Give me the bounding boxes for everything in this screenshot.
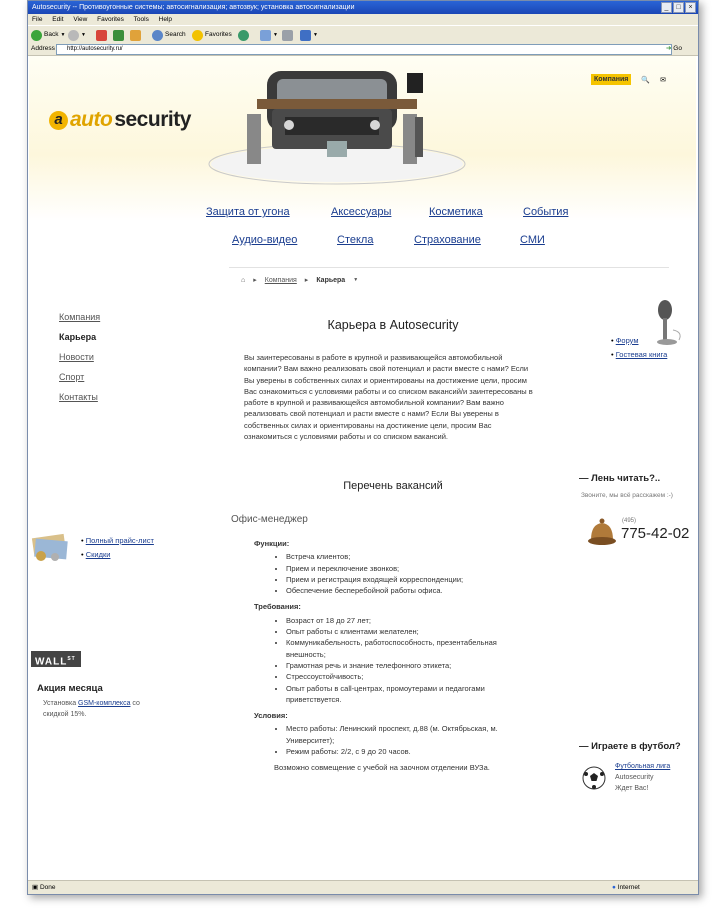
logo-auto-text: auto [70,108,113,131]
left-menu-company[interactable]: Компания [59,312,101,322]
wallst-text: WALL [35,656,68,668]
menu-tools[interactable]: Tools [133,16,149,23]
list-item: • Место работы: Ленинский проспект, д.88 (м. Октябрьская, м. Университет); [286,723,534,746]
football-league-link[interactable]: Футбольная лига [615,763,671,770]
divider [229,267,669,268]
search-icon [152,30,163,41]
requirements-list [254,615,534,705]
mail-button[interactable] [260,29,278,41]
wallst-banner[interactable] [31,651,81,667]
home-button[interactable] [130,29,141,41]
phone-number: 775-42-02 [621,525,690,542]
chevron-down-icon: ▼ [60,32,66,38]
money-image [31,530,69,564]
star-icon [192,30,203,41]
nav-cosmetics[interactable]: Косметика [429,206,483,218]
status-bar [28,880,698,894]
list-item: • Встреча клиентов; [286,551,534,562]
job-title: Офис-менеджер [231,514,308,525]
menu-bar [28,14,698,25]
nav-insurance[interactable]: Страхование [414,234,481,246]
refresh-icon [113,30,124,41]
stop-button[interactable] [96,29,107,41]
print-icon [282,30,293,41]
list-item: • Грамотная речь и знание телефонного этикета; [286,660,534,671]
list-item: • Гостевая книга [611,350,668,359]
logo-security-text: security [114,108,191,131]
top-right-bar [591,74,666,85]
wallst-sup: ST [67,656,76,662]
left-menu-news[interactable]: Новости [59,352,94,362]
lazy-read-subtitle: Звоните, мы всё расскажем :-) [581,492,673,499]
zone-text: Internet [617,884,640,891]
chevron-down-icon: ▼ [313,32,318,38]
nav-events[interactable]: События [523,206,569,218]
conditions-label: Условия: [254,711,288,721]
promo-text [43,699,163,720]
football-line-2: Autosecurity [615,774,654,781]
favorites-button[interactable] [192,29,232,41]
back-label: Back [44,31,59,38]
maximize-button[interactable]: □ [673,2,684,13]
window-controls [661,2,696,13]
menu-favorites[interactable]: Favorites [97,16,124,23]
go-label: Go [673,45,682,52]
left-menu-career[interactable]: Карьера [59,332,97,342]
forward-arrow-icon [68,30,79,41]
stop-icon [96,30,107,41]
breadcrumb [241,276,358,284]
site-logo[interactable] [49,108,191,132]
list-item: • Опыт работы с клиентами желателен; [286,626,534,637]
list-item: • Прием и регистрация входящей корреспонденции; [286,574,534,585]
globe-icon: ● [612,884,616,891]
functions-list [254,551,534,596]
nav-audio-video[interactable]: Аудио-видео [232,234,298,246]
intro-text: Вы заинтересованы в работе в крупной и развивающейся автомобильной компании? Вам важно реализовать свой потенциал и расти вместе с нами? Если Вы уверены в собственных силах и ориентированы на достижение цели, просим Вас ознакомиться с условиями работы и со списком вакансий/и заинтересованы в работе в крупной и развивающейся автомобильной компании? Вам важно реализовать свой потенциал и расти вместе с нами? Если Вы уверены в собственных силах и ориентированы на достижение цели, просим Вас ознакомиться с условиями работы и со списком вакансий. [244,353,533,442]
hero-car-desk-image [207,59,467,189]
refresh-button[interactable] [113,29,124,41]
phone-code: (495) [622,518,637,524]
minimize-button[interactable]: _ [661,2,672,13]
forum-link[interactable]: Форум [615,336,639,345]
close-button[interactable]: × [685,2,696,13]
page-icon: ▣ [32,884,39,891]
chevron-right-icon: ▸ [253,277,257,284]
nav-accessories[interactable]: Аксессуары [331,206,392,218]
promo-post: со скидкой 15%. [43,700,140,718]
print-button[interactable] [282,29,293,41]
home-icon [130,30,141,41]
list-item: • Прием и переключение звонков; [286,563,534,574]
list-item: • Обеспечение бесперебойной работы офиса. [286,585,534,596]
menu-help[interactable]: Help [158,16,173,23]
conditions-list [254,723,534,757]
list-item: • Режим работы: 2/2, с 9 до 20 часов. [286,746,534,757]
go-button[interactable] [666,43,682,55]
nav-media[interactable]: СМИ [520,234,545,246]
history-button[interactable] [238,29,249,41]
address-url: http://autosecurity.ru/ [67,46,123,52]
window-title: Autosecurity -- Противоугонные системы; автосигнализация; автозвук; установка автосигнализации [32,4,355,11]
nav-glass[interactable]: Стекла [337,234,374,246]
list-item: • Коммуникабельность, работоспособность, презентабельная внешность; [286,637,534,660]
lazy-read-title: — Лень читать?.. [579,473,661,484]
nav-theft-protection[interactable]: Защита от угона [206,206,290,218]
football-icon [582,766,606,790]
list-item: • Полный прайс-лист [81,536,154,545]
study-note: Возможно совмещение с учебой на заочном отделении ВУЗа. [274,763,490,773]
toolbar [28,25,698,45]
menu-file[interactable]: File [32,16,43,23]
chevron-down-icon: ▼ [273,32,278,38]
logo-mark: a [49,111,68,130]
guestbook-link[interactable]: Гостевая книга [615,350,668,359]
football-line-3: Ждет Вас! [615,785,649,792]
left-menu [59,312,100,412]
back-arrow-icon [31,30,42,41]
promo-pre: Установка [43,700,79,707]
promo-title: Акция месяца [37,683,103,694]
price-list-link[interactable]: Полный прайс-лист [85,536,154,545]
vacancy-list-title: Перечень вакансий [343,480,443,492]
go-arrow-icon: ➔ [666,45,672,52]
left-menu-sport[interactable]: Спорт [59,372,85,382]
edit-icon [300,30,311,41]
search-button[interactable] [152,29,186,41]
right-links [611,336,667,364]
menu-edit[interactable]: Edit [52,16,64,23]
title-bar [28,1,698,14]
job-details [254,534,534,774]
menu-view[interactable]: View [73,16,88,23]
list-item: • Форум [611,336,639,345]
list-item: • Опыт работы в call-центрах, промоутерами и педагогами приветствуется. [286,683,534,706]
home-icon[interactable]: ⌂ [241,276,246,284]
functions-label: Функции: [254,539,290,548]
browser-window [27,0,699,895]
chevron-down-icon: ▼ [81,32,86,38]
list-item: • Стрессоустойчивость; [286,671,534,682]
left-menu-contacts[interactable]: Контакты [59,392,98,402]
status-text: Done [39,884,56,891]
football-title: — Играете в футбол? [579,741,681,752]
gsm-link[interactable]: GSM-комплекса [78,700,131,707]
address-label: Address [31,45,55,52]
history-icon [238,30,249,41]
address-input[interactable] [56,44,672,55]
address-bar [28,43,698,56]
forward-button[interactable] [68,29,86,41]
breadcrumb-current: Карьера [316,276,346,284]
list-item: • Возраст от 18 до 27 лет; [286,615,534,626]
bell-icon [587,516,617,548]
back-button[interactable] [31,29,65,41]
page-content [29,56,696,880]
mail-icon[interactable]: ✉ [660,76,666,84]
list-item: • Скидки [81,550,111,559]
favorites-label: Favorites [205,31,232,38]
search-icon[interactable]: 🔍 [641,76,651,84]
breadcrumb-company[interactable]: Компания [264,276,297,284]
mail-icon [260,30,271,41]
discounts-link[interactable]: Скидки [85,550,111,559]
left-links [81,536,154,564]
page-title: Карьера в Autosecurity [327,318,459,332]
requirements-label: Требования: [254,602,301,612]
chevron-right-icon: ▸ [304,277,309,284]
company-tab[interactable]: Компания [591,74,631,85]
zone-indicator [612,881,640,894]
search-label: Search [165,31,186,38]
edit-button[interactable] [300,29,318,41]
chevron-down-icon[interactable]: ▼ [353,277,359,283]
football-block [615,761,670,794]
